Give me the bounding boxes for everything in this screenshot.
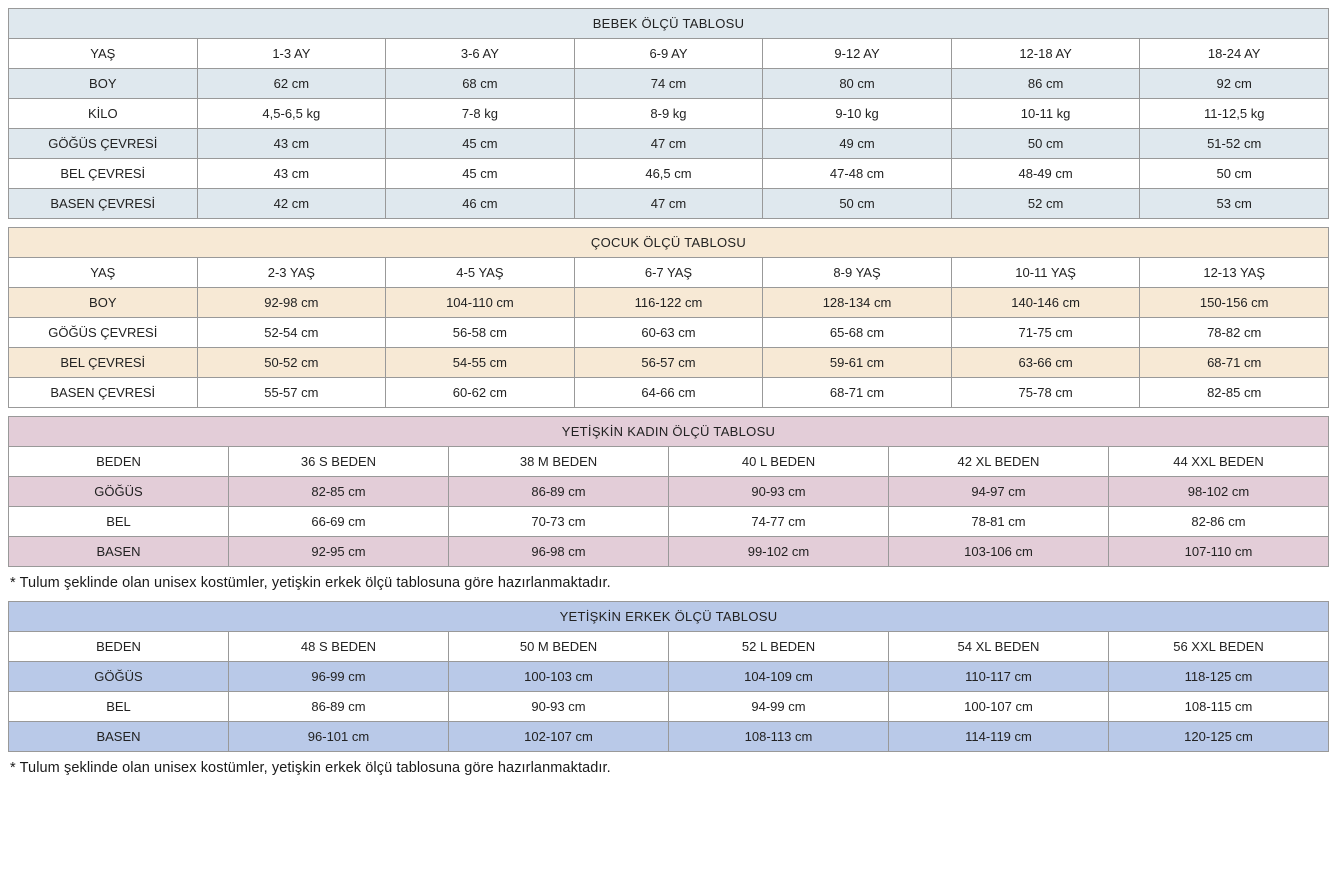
baby-table-title: BEBEK ÖLÇÜ TABLOSU <box>9 9 1329 39</box>
table-cell: 64-66 cm <box>574 378 763 408</box>
table-row <box>9 99 1329 129</box>
table-cell: 104-109 cm <box>669 662 889 692</box>
column-header: 44 XXL BEDEN <box>1109 447 1329 477</box>
table-cell: 11-12,5 kg <box>1140 99 1329 129</box>
row-label: GÖĞÜS <box>9 662 229 692</box>
table-cell: 120-125 cm <box>1109 722 1329 752</box>
child-table-title: ÇOCUK ÖLÇÜ TABLOSU <box>9 228 1329 258</box>
table-row <box>9 69 1329 99</box>
table-cell: 96-99 cm <box>229 662 449 692</box>
table-cell: 42 cm <box>197 189 386 219</box>
table-cell: 54-55 cm <box>386 348 575 378</box>
table-row <box>9 722 1329 752</box>
table-title-row <box>9 602 1329 632</box>
row-label: BOY <box>9 288 198 318</box>
row-label: BEL <box>9 507 229 537</box>
table-cell: 102-107 cm <box>449 722 669 752</box>
row-label: BASEN <box>9 722 229 752</box>
men-table-title: YETİŞKİN ERKEK ÖLÇÜ TABLOSU <box>9 602 1329 632</box>
table-cell: 86-89 cm <box>229 692 449 722</box>
table-row <box>9 692 1329 722</box>
table-cell: 78-82 cm <box>1140 318 1329 348</box>
table-row <box>9 477 1329 507</box>
men-size-table <box>8 601 1329 752</box>
table-cell: 50 cm <box>951 129 1140 159</box>
row-label: KİLO <box>9 99 198 129</box>
column-header: 1-3 AY <box>197 39 386 69</box>
column-header: 6-7 YAŞ <box>574 258 763 288</box>
table-cell: 50-52 cm <box>197 348 386 378</box>
table-row <box>9 662 1329 692</box>
table-cell: 86 cm <box>951 69 1140 99</box>
table-cell: 108-113 cm <box>669 722 889 752</box>
table-row <box>9 537 1329 567</box>
table-cell: 62 cm <box>197 69 386 99</box>
table-cell: 43 cm <box>197 159 386 189</box>
column-header: 8-9 YAŞ <box>763 258 952 288</box>
table-cell: 80 cm <box>763 69 952 99</box>
row-label: BASEN ÇEVRESİ <box>9 189 198 219</box>
table-cell: 104-110 cm <box>386 288 575 318</box>
table-row <box>9 507 1329 537</box>
column-header: YAŞ <box>9 39 198 69</box>
table-cell: 48-49 cm <box>951 159 1140 189</box>
column-header: 56 XXL BEDEN <box>1109 632 1329 662</box>
table-cell: 78-81 cm <box>889 507 1109 537</box>
column-header: 12-18 AY <box>951 39 1140 69</box>
table-cell: 100-107 cm <box>889 692 1109 722</box>
table-row <box>9 378 1329 408</box>
table-cell: 116-122 cm <box>574 288 763 318</box>
table-cell: 128-134 cm <box>763 288 952 318</box>
table-cell: 82-85 cm <box>229 477 449 507</box>
column-header: 48 S BEDEN <box>229 632 449 662</box>
table-cell: 52 cm <box>951 189 1140 219</box>
table-cell: 94-99 cm <box>669 692 889 722</box>
row-label: BEL ÇEVRESİ <box>9 159 198 189</box>
table-cell: 60-62 cm <box>386 378 575 408</box>
table-cell: 9-10 kg <box>763 99 952 129</box>
column-header: 18-24 AY <box>1140 39 1329 69</box>
table-cell: 140-146 cm <box>951 288 1140 318</box>
table-cell: 43 cm <box>197 129 386 159</box>
table-row <box>9 129 1329 159</box>
table-cell: 107-110 cm <box>1109 537 1329 567</box>
column-header: BEDEN <box>9 632 229 662</box>
men-table-note: * Tulum şeklinde olan unisex kostümler, yetişkin erkek ölçü tablosuna göre hazırlanmaktadır. <box>10 760 611 776</box>
table-cell: 103-106 cm <box>889 537 1109 567</box>
row-label: BEL ÇEVRESİ <box>9 348 198 378</box>
table-header-row <box>9 447 1329 477</box>
table-row <box>9 288 1329 318</box>
table-cell: 74-77 cm <box>669 507 889 537</box>
table-cell: 108-115 cm <box>1109 692 1329 722</box>
table-cell: 50 cm <box>1140 159 1329 189</box>
table-cell: 68-71 cm <box>763 378 952 408</box>
table-cell: 65-68 cm <box>763 318 952 348</box>
table-title-row <box>9 228 1329 258</box>
column-header: 4-5 YAŞ <box>386 258 575 288</box>
table-cell: 114-119 cm <box>889 722 1109 752</box>
column-header: 40 L BEDEN <box>669 447 889 477</box>
table-cell: 94-97 cm <box>889 477 1109 507</box>
table-cell: 71-75 cm <box>951 318 1140 348</box>
table-cell: 45 cm <box>386 159 575 189</box>
table-cell: 63-66 cm <box>951 348 1140 378</box>
column-header: 10-11 YAŞ <box>951 258 1140 288</box>
table-cell: 82-86 cm <box>1109 507 1329 537</box>
table-cell: 56-57 cm <box>574 348 763 378</box>
table-cell: 49 cm <box>763 129 952 159</box>
row-label: GÖĞÜS ÇEVRESİ <box>9 129 198 159</box>
table-cell: 55-57 cm <box>197 378 386 408</box>
table-cell: 70-73 cm <box>449 507 669 537</box>
women-table-title: YETİŞKİN KADIN ÖLÇÜ TABLOSU <box>9 417 1329 447</box>
column-header: 9-12 AY <box>763 39 952 69</box>
table-row <box>9 348 1329 378</box>
column-header: 12-13 YAŞ <box>1140 258 1329 288</box>
table-row <box>9 159 1329 189</box>
row-label: BEL <box>9 692 229 722</box>
column-header: 52 L BEDEN <box>669 632 889 662</box>
table-cell: 86-89 cm <box>449 477 669 507</box>
table-cell: 68-71 cm <box>1140 348 1329 378</box>
table-cell: 47 cm <box>574 129 763 159</box>
table-cell: 51-52 cm <box>1140 129 1329 159</box>
table-cell: 99-102 cm <box>669 537 889 567</box>
column-header: YAŞ <box>9 258 198 288</box>
table-cell: 92 cm <box>1140 69 1329 99</box>
table-cell: 92-95 cm <box>229 537 449 567</box>
baby-size-table <box>8 8 1329 219</box>
table-header-row <box>9 632 1329 662</box>
table-cell: 52-54 cm <box>197 318 386 348</box>
women-size-table <box>8 416 1329 567</box>
table-cell: 90-93 cm <box>669 477 889 507</box>
table-title-row <box>9 417 1329 447</box>
table-cell: 45 cm <box>386 129 575 159</box>
table-cell: 150-156 cm <box>1140 288 1329 318</box>
table-cell: 47 cm <box>574 189 763 219</box>
table-cell: 96-101 cm <box>229 722 449 752</box>
table-cell: 100-103 cm <box>449 662 669 692</box>
table-cell: 75-78 cm <box>951 378 1140 408</box>
column-header: 6-9 AY <box>574 39 763 69</box>
table-cell: 110-117 cm <box>889 662 1109 692</box>
table-cell: 8-9 kg <box>574 99 763 129</box>
row-label: BOY <box>9 69 198 99</box>
row-label: BASEN <box>9 537 229 567</box>
table-row <box>9 189 1329 219</box>
column-header: 38 M BEDEN <box>449 447 669 477</box>
table-cell: 74 cm <box>574 69 763 99</box>
table-cell: 50 cm <box>763 189 952 219</box>
table-row <box>9 318 1329 348</box>
table-header-row <box>9 258 1329 288</box>
table-cell: 59-61 cm <box>763 348 952 378</box>
table-cell: 46 cm <box>386 189 575 219</box>
table-cell: 90-93 cm <box>449 692 669 722</box>
table-cell: 66-69 cm <box>229 507 449 537</box>
table-cell: 98-102 cm <box>1109 477 1329 507</box>
row-label: BASEN ÇEVRESİ <box>9 378 198 408</box>
row-label: GÖĞÜS <box>9 477 229 507</box>
column-header: 2-3 YAŞ <box>197 258 386 288</box>
table-cell: 92-98 cm <box>197 288 386 318</box>
table-title-row <box>9 9 1329 39</box>
column-header: 36 S BEDEN <box>229 447 449 477</box>
women-table-note: * Tulum şeklinde olan unisex kostümler, yetişkin erkek ölçü tablosuna göre hazırlanmaktadır. <box>10 575 611 591</box>
table-cell: 4,5-6,5 kg <box>197 99 386 129</box>
column-header: 50 M BEDEN <box>449 632 669 662</box>
table-cell: 7-8 kg <box>386 99 575 129</box>
table-cell: 53 cm <box>1140 189 1329 219</box>
child-size-table <box>8 227 1329 408</box>
column-header: 42 XL BEDEN <box>889 447 1109 477</box>
table-cell: 68 cm <box>386 69 575 99</box>
column-header: 54 XL BEDEN <box>889 632 1109 662</box>
column-header: 3-6 AY <box>386 39 575 69</box>
table-header-row <box>9 39 1329 69</box>
table-cell: 82-85 cm <box>1140 378 1329 408</box>
table-cell: 46,5 cm <box>574 159 763 189</box>
table-cell: 56-58 cm <box>386 318 575 348</box>
table-cell: 60-63 cm <box>574 318 763 348</box>
table-cell: 96-98 cm <box>449 537 669 567</box>
table-cell: 118-125 cm <box>1109 662 1329 692</box>
table-cell: 47-48 cm <box>763 159 952 189</box>
table-cell: 10-11 kg <box>951 99 1140 129</box>
column-header: BEDEN <box>9 447 229 477</box>
row-label: GÖĞÜS ÇEVRESİ <box>9 318 198 348</box>
